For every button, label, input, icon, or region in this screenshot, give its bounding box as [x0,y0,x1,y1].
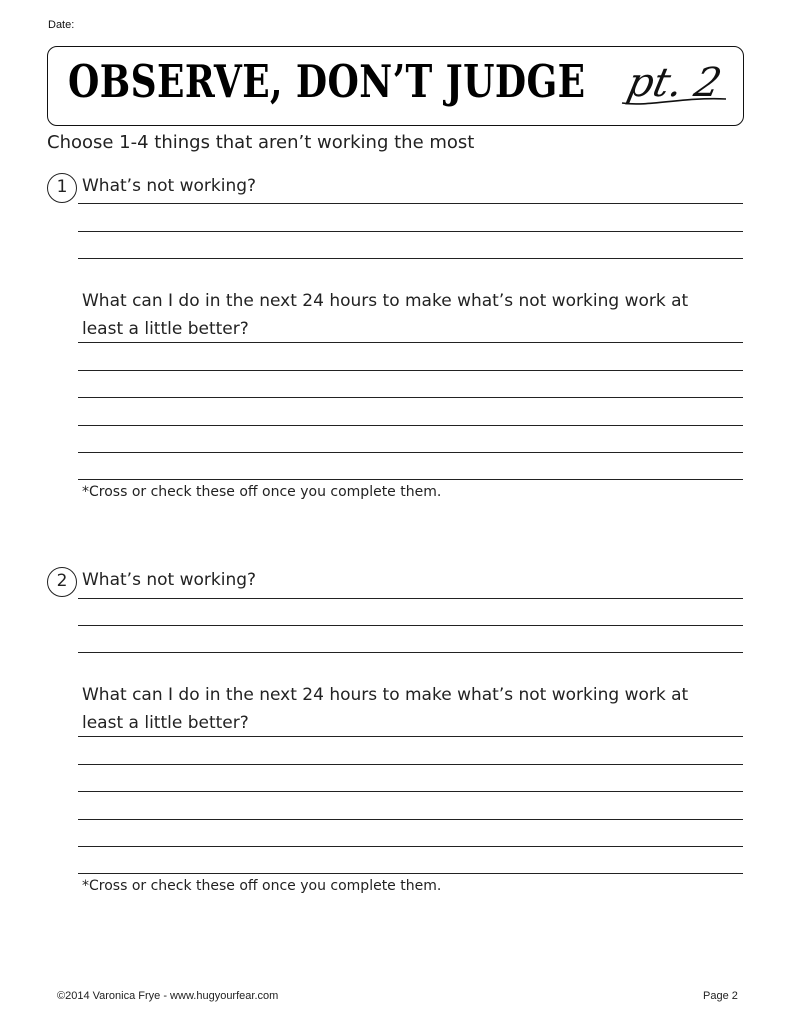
footer-page-number: Page 2 [703,990,738,1002]
answer-line[interactable] [78,736,743,737]
section-1-question-improve-line2: least a little better? [82,319,249,339]
section-1-question-not-working: What’s not working? [82,176,257,196]
answer-line[interactable] [78,479,743,480]
answer-line[interactable] [78,370,743,371]
answer-line[interactable] [78,397,743,398]
script-swash-icon [620,93,730,109]
section-1-question-improve-line1: What can I do in the next 24 hours to make what’s not working work at [82,291,689,311]
answer-line[interactable] [78,425,743,426]
answer-line[interactable] [78,258,743,259]
title-suffix: pt. 2 [623,60,726,106]
answer-line[interactable] [78,791,743,792]
answer-line[interactable] [78,873,743,874]
title-banner [47,46,744,126]
answer-line[interactable] [78,231,743,232]
date-label: Date: [48,19,75,31]
answer-line[interactable] [78,764,743,765]
section-number-1: 1 [47,173,77,203]
answer-line[interactable] [78,342,743,343]
answer-line[interactable] [78,819,743,820]
instructions-text: Choose 1-4 things that aren’t working the most [47,132,475,153]
section-2-question-improve-line2: least a little better? [82,713,249,733]
answer-line[interactable] [78,846,743,847]
section-2-question-improve-line1: What can I do in the next 24 hours to make what’s not working work at [82,685,689,705]
page-title: OBSERVE, DON’T JUDGE [68,55,586,108]
answer-line[interactable] [78,598,743,599]
section-1-note: *Cross or check these off once you complete them. [82,484,442,500]
answer-line[interactable] [78,652,743,653]
footer-copyright: ©2014 Varonica Frye - www.hugyourfear.com [57,990,279,1002]
answer-line[interactable] [78,203,743,204]
answer-line[interactable] [78,452,743,453]
section-2-question-not-working: What’s not working? [82,570,257,590]
section-number-2: 2 [47,567,77,597]
section-2-note: *Cross or check these off once you complete them. [82,878,442,894]
answer-line[interactable] [78,625,743,626]
